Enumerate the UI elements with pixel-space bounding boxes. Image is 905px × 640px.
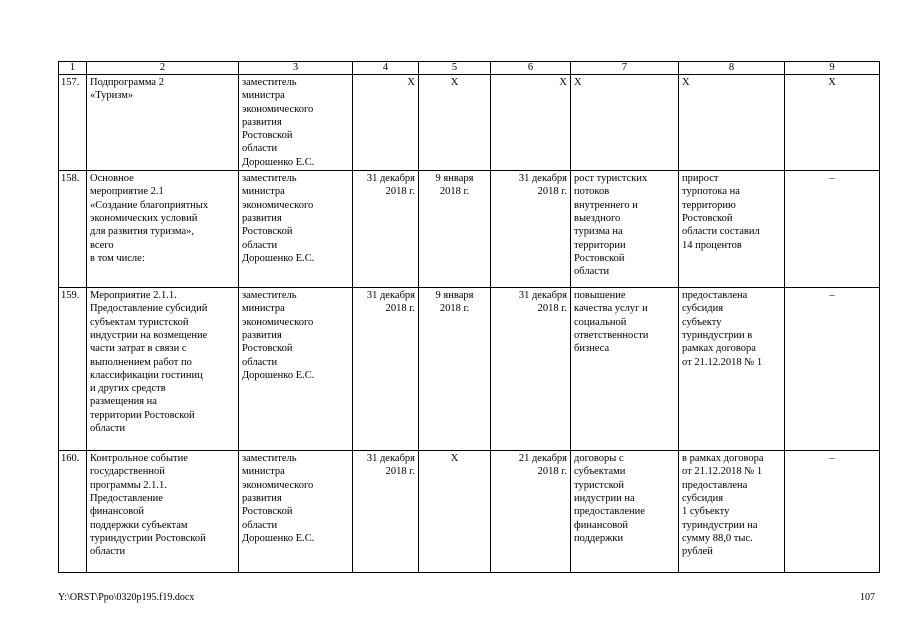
row-number-cell: 158. (59, 171, 87, 288)
planned-end-date-line: 31 декабря (366, 290, 415, 302)
column-number-6: 6 (491, 62, 571, 75)
actual-end-date-line: 2018 г. (537, 466, 567, 478)
event-name-line: для развития туризма», (90, 226, 195, 238)
column-number-5: 5 (419, 62, 491, 75)
responsible-person-line: развития (242, 116, 282, 128)
actual-results-line: от 21.12.2018 № 1 (682, 466, 763, 478)
actual-results-line: турпотока на (682, 186, 740, 198)
actual-end-date-line: 31 декабря (518, 173, 567, 185)
column-number-7: 7 (571, 62, 679, 75)
responsible-person-line: заместитель (242, 453, 297, 465)
planned-results-line: ответственности (574, 329, 649, 341)
planned-end-date-line: 2018 г. (385, 186, 415, 198)
actual-start-date-cell (419, 75, 491, 171)
responsible-person-line: министра (242, 303, 285, 315)
responsible-person-line: Ростовской (242, 226, 293, 238)
responsible-person-line: министра (242, 90, 285, 102)
actual-end-date-line: X (559, 77, 567, 88)
actual-results-cell (679, 75, 785, 171)
event-name-line: «Создание благоприятных (90, 199, 209, 211)
planned-end-date-cell (353, 171, 419, 288)
actual-start-date-cell (419, 288, 491, 451)
responsible-person-cell (239, 171, 353, 288)
actual-results-line: 14 процентов (682, 239, 742, 251)
planned-results-line: Ростовской (574, 252, 625, 264)
responsible-person-line: министра (242, 466, 285, 478)
actual-results-line: субсидия (682, 303, 724, 315)
planned-end-date-line: 2018 г. (385, 303, 415, 315)
row-number-cell: 159. (59, 288, 87, 451)
table-row (59, 171, 880, 288)
event-name-line: в том числе: (90, 252, 145, 264)
column-number-3: 3 (239, 62, 353, 75)
actual-start-date-cell (419, 451, 491, 573)
table-row (59, 451, 880, 573)
event-name-line: территории Ростовской (90, 409, 195, 421)
responsible-person-cell (239, 451, 353, 573)
actual-start-date-line: X (450, 453, 459, 465)
planned-results-line: области (574, 266, 610, 278)
event-name-line: выполнением работ по (90, 356, 192, 368)
actual-start-date-line: 2018 г. (439, 186, 470, 198)
event-name-line: государственной (90, 466, 165, 478)
actual-results-line: туриндустрии на (682, 519, 758, 531)
planned-results-line: внутреннего и (574, 199, 638, 211)
responsible-person-line: развития (242, 492, 282, 504)
responsible-person-cell (239, 288, 353, 451)
event-name-line: Контрольное событие (90, 453, 188, 465)
event-name-line: области (90, 423, 126, 435)
planned-end-date-cell (353, 288, 419, 451)
column-number-1: 1 (59, 62, 87, 75)
planned-results-line: договоры с (574, 453, 624, 465)
table-row (59, 75, 880, 171)
table-row (59, 288, 880, 451)
event-name-line: всего (90, 239, 114, 251)
footer-file-path: Y:\ORST\Ppo\0320p195.f19.docx (58, 592, 195, 603)
actual-results-line: Ростовской (682, 212, 733, 224)
planned-results-line: потоков (574, 186, 610, 198)
planned-end-date-line: 31 декабря (366, 453, 415, 465)
actual-results-line: субъекту (682, 316, 722, 328)
responsible-person-line: развития (242, 329, 282, 341)
responsible-person-line: области (242, 519, 278, 531)
actual-end-date-line: 21 декабря (518, 453, 567, 465)
reasons-for-failure-cell: – (785, 451, 880, 573)
event-name-line: туриндустрии Ростовской (90, 532, 206, 544)
reasons-for-failure-cell: X (785, 75, 880, 171)
responsible-person-line: Ростовской (242, 130, 293, 142)
event-name-line: «Туризм» (90, 90, 134, 102)
actual-start-date-line: 2018 г. (439, 303, 470, 315)
responsible-person-line: Дорошенко Е.С. (242, 252, 315, 264)
actual-results-line: рублей (682, 546, 713, 558)
planned-results-line: социальной (574, 316, 627, 328)
event-name-line: классификации гостиниц (90, 369, 203, 381)
responsible-person-line: области (242, 356, 278, 368)
planned-results-line: X (574, 77, 582, 88)
event-name-line: поддержки субъектам (90, 519, 188, 531)
actual-end-date-line: 31 декабря (518, 290, 567, 302)
planned-results-cell (571, 288, 679, 451)
actual-end-date-line: 2018 г. (537, 186, 567, 198)
planned-results-line: выездного (574, 212, 621, 224)
event-name-line: размещения на (90, 396, 157, 408)
row-number-cell: 157. (59, 75, 87, 171)
event-name-cell (87, 171, 239, 288)
actual-end-date-cell (491, 288, 571, 451)
responsible-person-line: развития (242, 212, 282, 224)
event-name-line: Предоставление субсидий (90, 303, 208, 315)
responsible-person-line: Ростовской (242, 506, 293, 518)
actual-end-date-cell (491, 451, 571, 573)
actual-results-line: 1 субъекту (682, 506, 730, 518)
actual-results-line: субсидия (682, 492, 724, 504)
row-number-cell: 160. (59, 451, 87, 573)
planned-results-line: территории (574, 239, 626, 251)
event-name-cell (87, 451, 239, 573)
responsible-person-line: экономического (242, 199, 314, 211)
column-number-2: 2 (87, 62, 239, 75)
planned-results-line: рост туристских (574, 173, 648, 185)
responsible-person-line: области (242, 143, 278, 155)
actual-results-line: прирост (682, 173, 719, 185)
event-name-cell (87, 75, 239, 171)
event-name-line: финансовой (90, 506, 144, 518)
planned-results-cell (571, 75, 679, 171)
responsible-person-line: Дорошенко Е.С. (242, 532, 315, 544)
responsible-person-line: области (242, 239, 278, 251)
responsible-person-line: заместитель (242, 173, 297, 185)
actual-results-line: территорию (682, 199, 736, 211)
event-name-line: и других средств (90, 383, 166, 395)
actual-results-line: X (682, 77, 690, 88)
actual-results-line: предоставлена (682, 290, 748, 302)
planned-results-line: повышение (574, 290, 626, 302)
actual-results-line: рамках договора (682, 343, 756, 355)
event-name-line: мероприятие 2.1 (90, 186, 164, 198)
responsible-person-line: заместитель (242, 77, 297, 88)
planned-results-line: туризма на (574, 226, 623, 238)
planned-end-date-cell (353, 451, 419, 573)
actual-start-date-cell (419, 171, 491, 288)
actual-results-line: области составил (682, 226, 760, 238)
reasons-for-failure-cell: – (785, 171, 880, 288)
planned-results-line: финансовой (574, 519, 628, 531)
responsible-person-line: экономического (242, 103, 314, 115)
planned-end-date-cell (353, 75, 419, 171)
planned-results-line: качества услуг и (574, 303, 648, 315)
column-number-4: 4 (353, 62, 419, 75)
actual-start-date-line: X (450, 77, 459, 88)
actual-results-cell (679, 288, 785, 451)
event-name-line: Мероприятие 2.1.1. (90, 290, 177, 302)
planned-results-line: туристской (574, 479, 625, 491)
actual-results-line: в рамках договора (682, 453, 764, 465)
event-name-line: Предоставление (90, 492, 163, 504)
event-name-line: части затрат в связи с (90, 343, 187, 355)
actual-results-line: предоставлена (682, 479, 748, 491)
responsible-person-line: экономического (242, 479, 314, 491)
responsible-person-line: Дорошенко Е.С. (242, 369, 315, 381)
page-number: 107 (860, 592, 875, 603)
planned-end-date-line: 31 декабря (366, 173, 415, 185)
actual-start-date-line: 9 января (435, 173, 474, 185)
responsible-person-line: министра (242, 186, 285, 198)
events-table (58, 61, 880, 573)
event-name-line: субъектам туристской (90, 316, 189, 328)
event-name-line: программы 2.1.1. (90, 479, 167, 491)
actual-results-line: от 21.12.2018 № 1 (682, 356, 763, 368)
event-name-line: Подпрограмма 2 (90, 77, 164, 88)
actual-results-cell (679, 171, 785, 288)
actual-end-date-cell (491, 75, 571, 171)
planned-results-line: поддержки (574, 532, 624, 544)
reasons-for-failure-cell: – (785, 288, 880, 451)
responsible-person-line: Дорошенко Е.С. (242, 156, 315, 168)
actual-results-line: туриндустрии в (682, 329, 753, 341)
actual-end-date-cell (491, 171, 571, 288)
actual-start-date-line: 9 января (435, 290, 474, 302)
actual-end-date-line: 2018 г. (537, 303, 567, 315)
planned-results-cell (571, 171, 679, 288)
planned-results-cell (571, 451, 679, 573)
planned-results-line: бизнеса (574, 343, 610, 355)
responsible-person-line: заместитель (242, 290, 297, 302)
actual-results-cell (679, 451, 785, 573)
planned-end-date-line: 2018 г. (385, 466, 415, 478)
event-name-line: экономических условий (90, 212, 198, 224)
event-name-line: области (90, 546, 126, 558)
table-header-row (59, 62, 880, 75)
column-number-8: 8 (679, 62, 785, 75)
event-name-line: индустрии на возмещение (90, 329, 208, 341)
responsible-person-line: Ростовской (242, 343, 293, 355)
planned-results-line: предоставление (574, 506, 645, 518)
event-name-line: Основное (90, 173, 134, 185)
planned-end-date-line: X (407, 77, 415, 88)
column-number-9: 9 (785, 62, 880, 75)
actual-results-line: сумму 88,0 тыс. (682, 532, 753, 544)
planned-results-line: индустрии на (574, 492, 635, 504)
event-name-cell (87, 288, 239, 451)
responsible-person-cell (239, 75, 353, 171)
planned-results-line: субъектами (574, 466, 626, 478)
responsible-person-line: экономического (242, 316, 314, 328)
